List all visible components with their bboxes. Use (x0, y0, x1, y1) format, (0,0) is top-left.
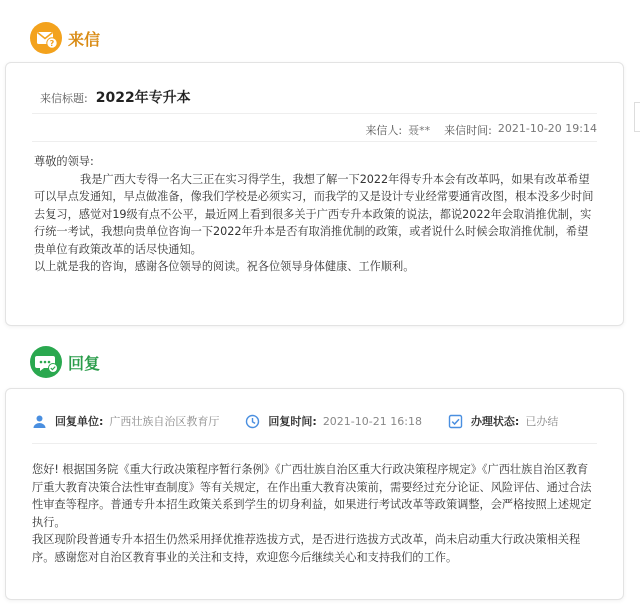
letter-closing: 以上就是我的咨询，感谢各位领导的阅读。祝各位领导身体健康、工作顺利。 (34, 260, 415, 273)
letter-time: 2021-10-20 19:14 (497, 122, 597, 135)
letter-subject: 2022年专升本 (95, 90, 191, 106)
reply-info-row (32, 413, 597, 429)
chat-reply-icon (30, 346, 62, 378)
reply-unit (32, 413, 219, 429)
reply-status-value: 已办结 (525, 415, 559, 428)
divider (32, 113, 597, 114)
sender-label: 来信人: (365, 124, 403, 137)
reply-body (32, 461, 597, 566)
checkbox-icon (448, 414, 463, 429)
reply-time-value: 2021-10-21 16:18 (322, 414, 422, 428)
letter-card (5, 62, 624, 326)
user-icon (32, 414, 47, 429)
divider (32, 141, 597, 142)
reply-status (448, 413, 558, 429)
reply-time (245, 413, 422, 429)
reply-paragraph-2: 我区现阶段普通专升本招生仍然采用择优推荐选拔方式，是否进行选拔方式改革，尚未启动重大行政决策相关程序。感谢您对自治区教育事业的关注和支持，欢迎您今后继续关心和支持我们的工作。 (32, 533, 581, 564)
letter-meta (365, 122, 597, 138)
divider (32, 443, 597, 444)
reply-card (5, 388, 624, 600)
letter-time-label: 来信时间: (444, 124, 492, 137)
sender-name: 聂** (408, 124, 431, 137)
envelope-question-icon (30, 22, 62, 54)
reply-unit-label: 回复单位: (55, 415, 104, 428)
scroll-edge (634, 102, 640, 132)
reply-status-label: 办理状态: (470, 415, 520, 428)
letter-section-title: 来信 (68, 29, 101, 49)
subject-label: 来信标题: (40, 92, 88, 105)
svg-text:?: ? (49, 39, 55, 48)
letter-section-header (30, 20, 100, 56)
reply-section-header (30, 344, 100, 380)
letter-paragraph: 我是广西大专得一名大三正在实习得学生，我想了解一下2022年得专升本会有改革吗，如果有改革希望可以早点发通知，早点做准备，像我们学校是必须实习，而我学的又是设计专业经常要通宵改图，根本没多少时间去复习，感觉对19级有点不公平，最近网上看到很多关于广西专升本政策的说法，都说2022年会取消推优制，实行统一考试，我想向贵单位咨询一下2022年升本是否有取消推优制的政策，或者说什么时候会取消推优制，希望贵单位有政策改革的话尽快通知。 (34, 172, 594, 256)
reply-unit-value: 广西壮族自治区教育厅 (109, 415, 220, 428)
clock-icon (245, 414, 260, 429)
letter-body (34, 153, 597, 276)
reply-section-title: 回复 (68, 353, 101, 373)
reply-time-label: 回复时间: (268, 415, 317, 428)
reply-paragraph-1: 您好! 根据国务院《重大行政决策程序暂行条例》《广西壮族自治区重大行政决策程序规定》《广西壮族自治区教育厅重大教育决策合法性审查制度》等有关规定，在作出重大教育决策前，需要经过充分论证、风险评估、通过合法性审查等程序。普通专升本招生政策关系到学生的切身利益，如果进行考试改革等政策调整，会严格按照上述规定执行。 (32, 463, 592, 529)
letter-subject-row (40, 87, 191, 107)
letter-greeting: 尊敬的领导: (34, 155, 94, 168)
